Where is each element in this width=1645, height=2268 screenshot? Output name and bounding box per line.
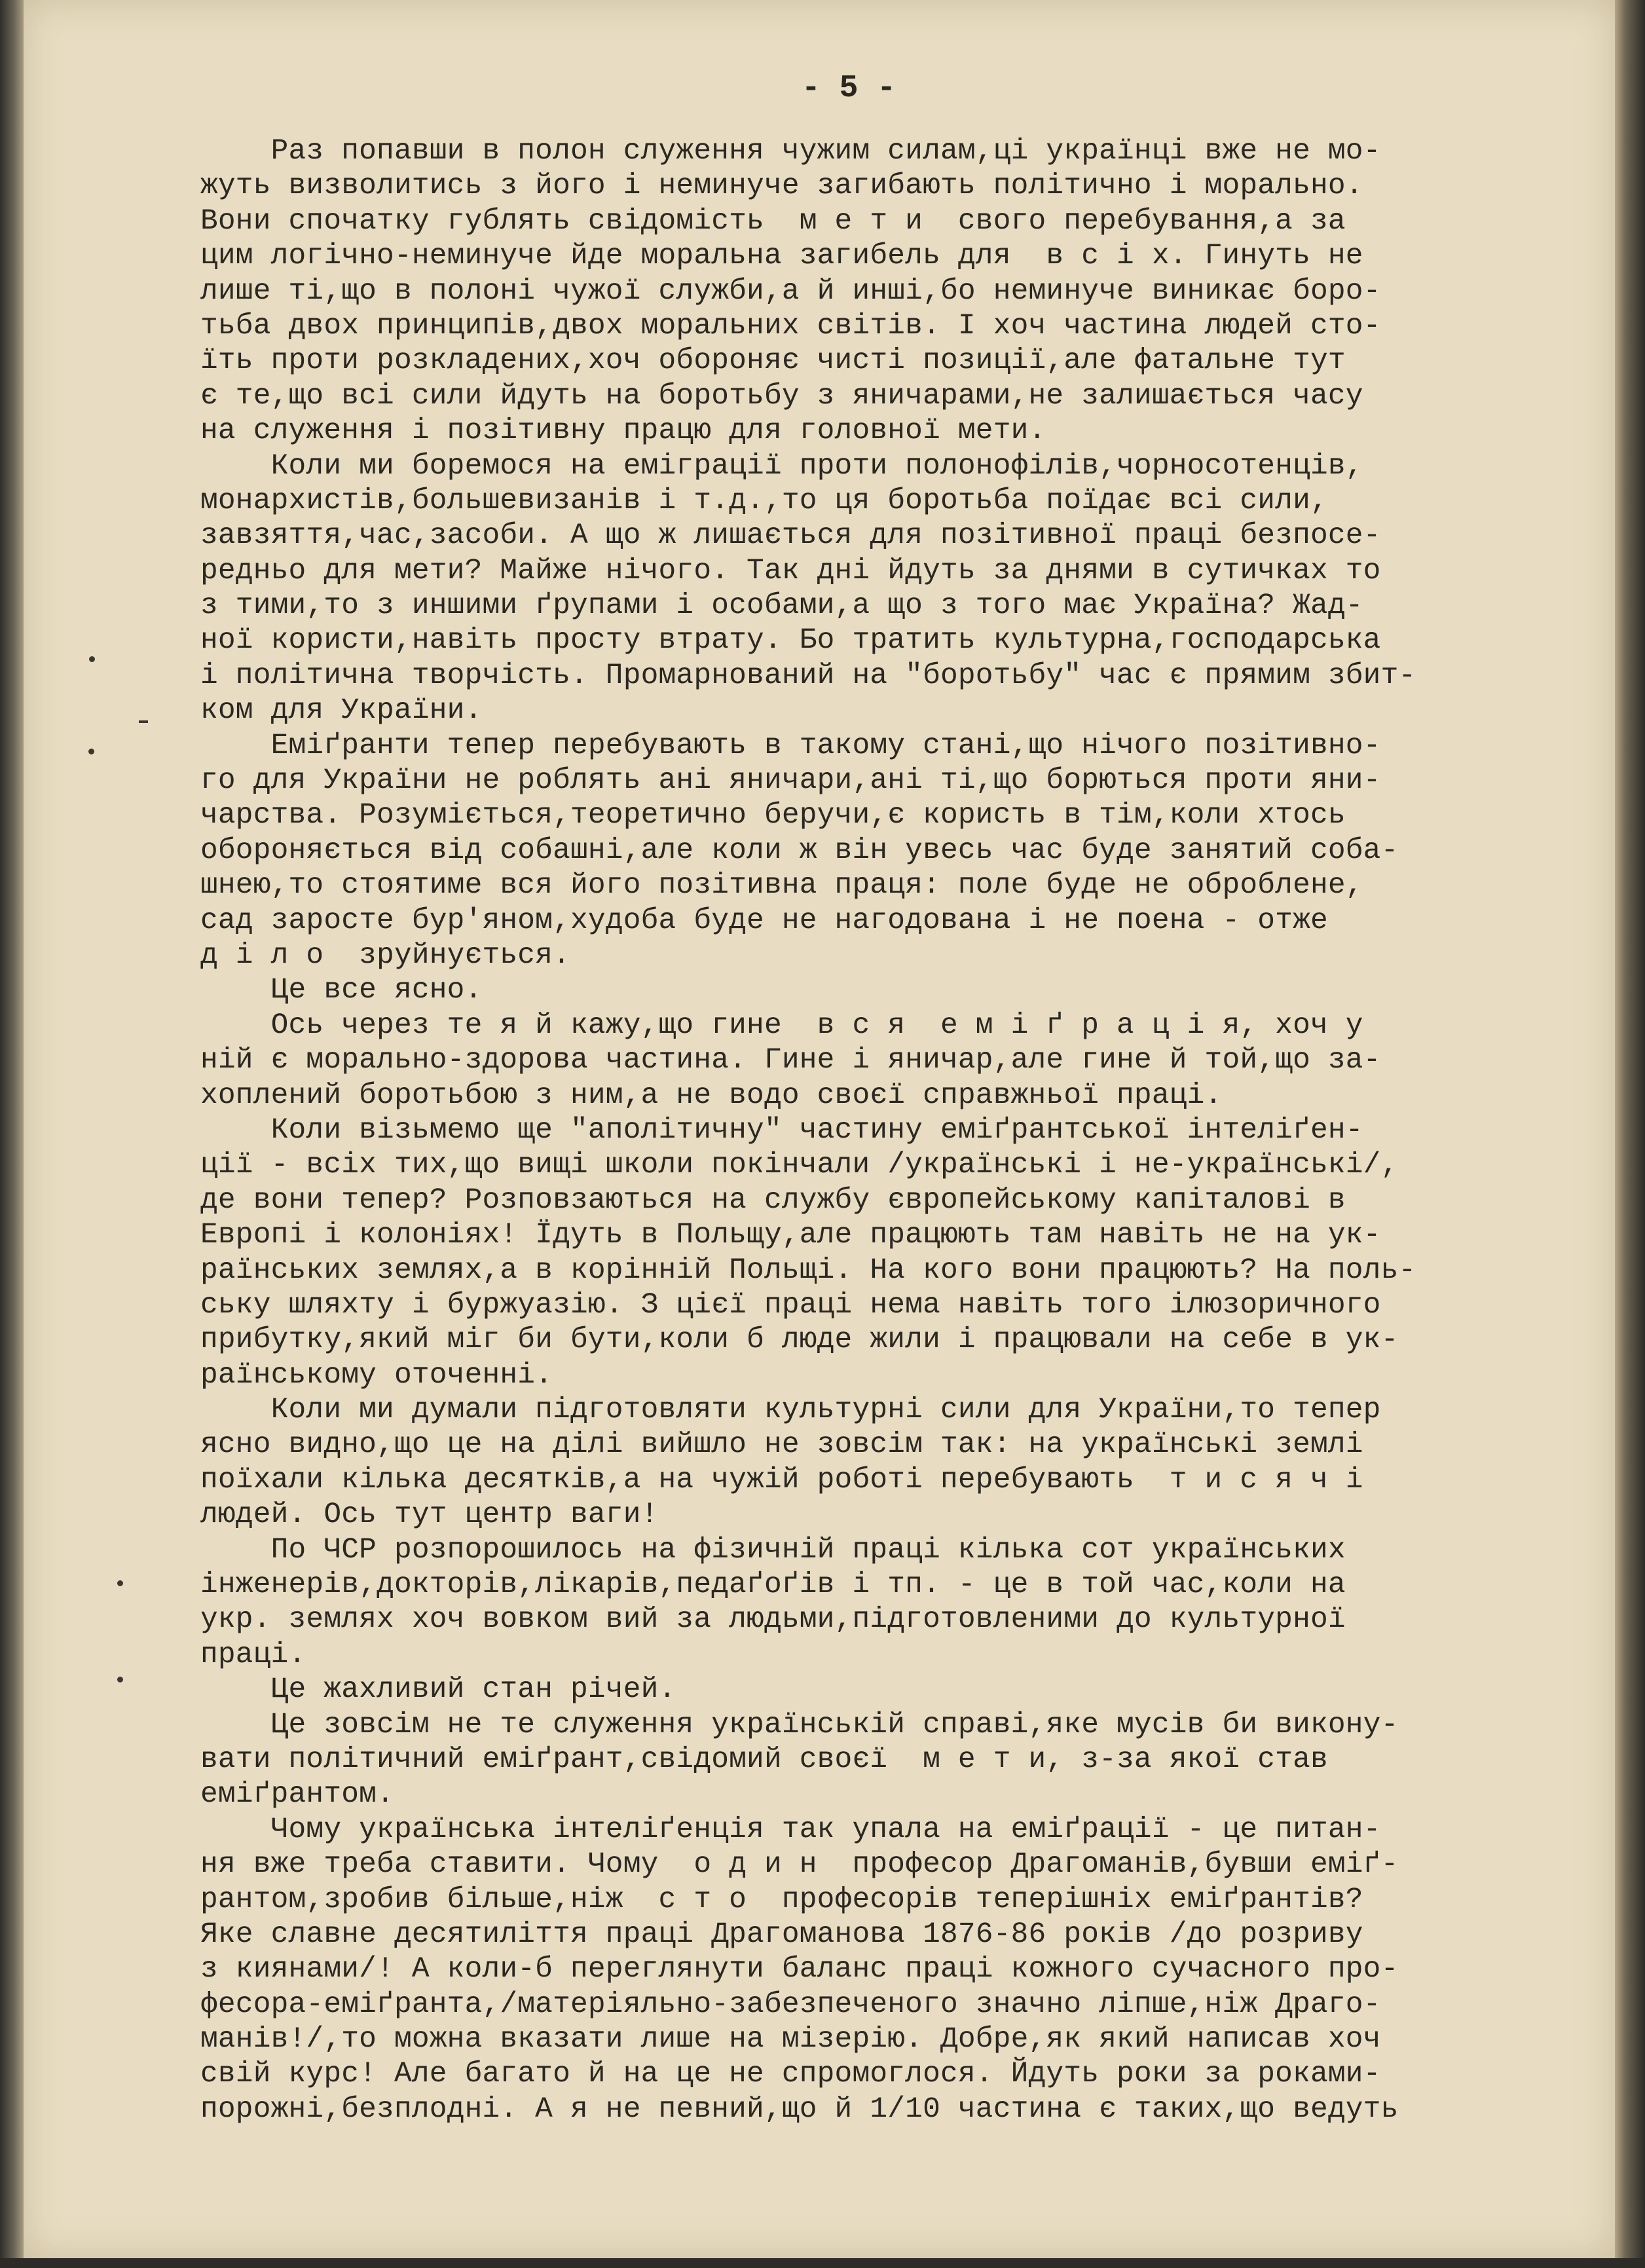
text-line: Раз попавши в полон служення чужим силам,ці українці вже не мо- (200, 135, 1381, 168)
text-line: фесора-еміґранта,/матеріяльно-забезпеченого значно ліпше,ніж Драго- (200, 1988, 1381, 2021)
text-line: Це все ясно. (200, 974, 483, 1007)
text-line: людей. Ось тут центр ваги! (200, 1498, 659, 1532)
margin-mark (117, 1580, 123, 1586)
text-line: го для України не роблять ані яничари,ані ті,що борються проти яни- (200, 764, 1381, 798)
text-line: Вони спочатку гублять свідомість м е т и свого перебування,а за (200, 204, 1346, 238)
text-line: ську шляхту і буржуазію. З цієї праці нема навіть того ілюзоричного (200, 1288, 1381, 1322)
text-line: укр. землях хоч вовком вий за людьми,підготовленими до культурної (200, 1603, 1346, 1637)
page-number: - 5 - (801, 71, 896, 106)
text-line: лише ті,що в полоні чужої служби,а й инші,бо неминуче виникає боро- (200, 274, 1381, 308)
text-line: праці. (200, 1638, 306, 1671)
text-line: сад заросте бур'яном,худоба буде не нагодована і не поена - отже (200, 904, 1328, 937)
text-line: ній є морально-здорова частина. Гине і яничар,але гине й той,що за- (200, 1044, 1381, 1077)
text-line: з тими,то з иншими ґрупами і особами,а що з того має Україна? Жад- (200, 589, 1363, 623)
text-line: монархистів,большевизанів і т.д.,то ця боротьба поїдає всі сили, (200, 484, 1328, 517)
text-line: поїхали кілька десятків,а на чужій роботі перебувають т и с я ч і (200, 1463, 1363, 1497)
text-line: інженерів,докторів,лікарів,педаґоґів і тп. - це в той час,коли на (200, 1569, 1346, 1602)
text-line: ясно видно,що це на ділі вийшло не зовсім так: на українські землі (200, 1428, 1363, 1462)
margin-mark (117, 1677, 123, 1682)
text-line: є те,що всі сили йдуть на боротьбу з яничарами,не залишається часу (200, 379, 1363, 413)
text-line: Це зовсім не те служення українській справі,яке мусів би викону- (200, 1708, 1399, 1741)
text-line: Еміґранти тепер перебувають в такому стані,що нічого позітивно- (200, 729, 1381, 762)
text-line: еміґрантом. (200, 1778, 394, 1812)
text-line: раїнських землях,а в корінній Польщі. На кого вони працюють? На поль- (200, 1254, 1416, 1287)
text-line: Коли ми думали підготовляти культурні сили для України,то тепер (200, 1394, 1381, 1427)
text-line: свій курс! Але багато й на це не спромоглося. Йдуть роки за роками- (200, 2058, 1381, 2091)
text-line: чарства. Розуміється,теоретично беручи,є користь в тім,коли хтось (200, 799, 1346, 832)
typewritten-page (24, 0, 1615, 2258)
margin-mark (139, 720, 148, 723)
text-line: Коли ми боремося на еміграції проти полонофілів,чорносотенців, (200, 449, 1363, 483)
bottom-page-edge (0, 2258, 1645, 2268)
text-line: рантом,зробив більше,ніж с т о професорів теперішніх еміґрантів? (200, 1883, 1363, 1916)
text-line: обороняється від собашні,але коли ж він увесь час буде занятий соба- (200, 834, 1399, 867)
text-line: і політична творчість. Промарнований на "боротьбу" час є прямим збит- (200, 659, 1416, 692)
text-line: ком для України. (200, 694, 483, 728)
text-line: їть проти розкладених,хоч обороняє чисті позиції,але фатальне тут (200, 344, 1346, 378)
text-line: манів!/,то можна вказати лише на мізерію. Добре,як який написав хоч (200, 2023, 1381, 2056)
margin-mark (89, 656, 95, 662)
text-line: раїнському оточенні. (200, 1358, 553, 1392)
text-line: вати політичний еміґрант,свідомий своєї м е т и, з-за якої став (200, 1743, 1328, 1776)
text-line: По ЧСР розпорошилось на фізичній праці кілька сот українських (200, 1533, 1346, 1567)
text-line: жуть визволитись з його і неминуче загибають політично і морально. (200, 170, 1363, 203)
text-line: ції - всіх тих,що вищі школи покінчали /українські і не-українські/, (200, 1149, 1399, 1182)
margin-mark (88, 749, 94, 754)
text-line: прибутку,який міг би бути,коли б люде жили і працювали на себе в ук- (200, 1324, 1399, 1357)
text-line: ної користи,навіть просту втрату. Бо тратить культурна,господарська (200, 624, 1381, 658)
text-line: ня вже треба ставити. Чому о д и н професор Драгоманів,бувши еміґ- (200, 1848, 1399, 1882)
text-line: Коли візьмемо ще "аполітичну" частину еміґрантської інтеліґен- (200, 1113, 1363, 1147)
text-line: де вони тепер? Розповзаються на службу європейському капіталові в (200, 1183, 1346, 1217)
body-text (200, 134, 1595, 2127)
text-line: редньо для мети? Майже нічого. Так дні йдуть за днями в сутичках то (200, 554, 1381, 587)
text-line: з киянами/! А коли-б переглянути баланс праці кожного сучасного про- (200, 1953, 1399, 1986)
left-page-edge (0, 0, 24, 2268)
right-page-edge (1615, 0, 1645, 2268)
text-line: шнею,то стоятиме вся його позітивна праця: поле буде не оброблене, (200, 869, 1363, 902)
text-line: Ось через те я й кажу,що гине в с я е м і ґ р а ц і я, хоч у (200, 1009, 1363, 1042)
text-line: завзяття,час,засоби. А що ж лишається для позітивної праці безпосе- (200, 519, 1381, 553)
text-line: Европі і колоніях! Їдуть в Польщу,але працюють там навіть не на ук- (200, 1219, 1381, 1252)
text-line: тьба двох принципів,двох моральних світів. І хоч частина людей сто- (200, 309, 1381, 343)
text-line: Це жахливий стан річей. (200, 1673, 676, 1707)
text-line: д і л о зруйнується. (200, 939, 570, 972)
text-line: цим логічно-неминуче йде моральна загибель для в с і х. Гинуть не (200, 240, 1363, 273)
text-line: Чому українська інтеліґенція так упала на еміґрації - це питан- (200, 1813, 1381, 1846)
text-line: Яке славне десятиліття праці Драгоманова 1876-86 років /до розриву (200, 1918, 1363, 1951)
text-line: хоплений боротьбою з ним,а не водо своєї справжньої праці. (200, 1079, 1223, 1112)
text-line: порожні,безплодні. А я не певний,що й 1/10 частина є таких,що ведуть (200, 2092, 1399, 2126)
text-line: на служення і позітивну працю для головної мети. (200, 415, 1046, 448)
